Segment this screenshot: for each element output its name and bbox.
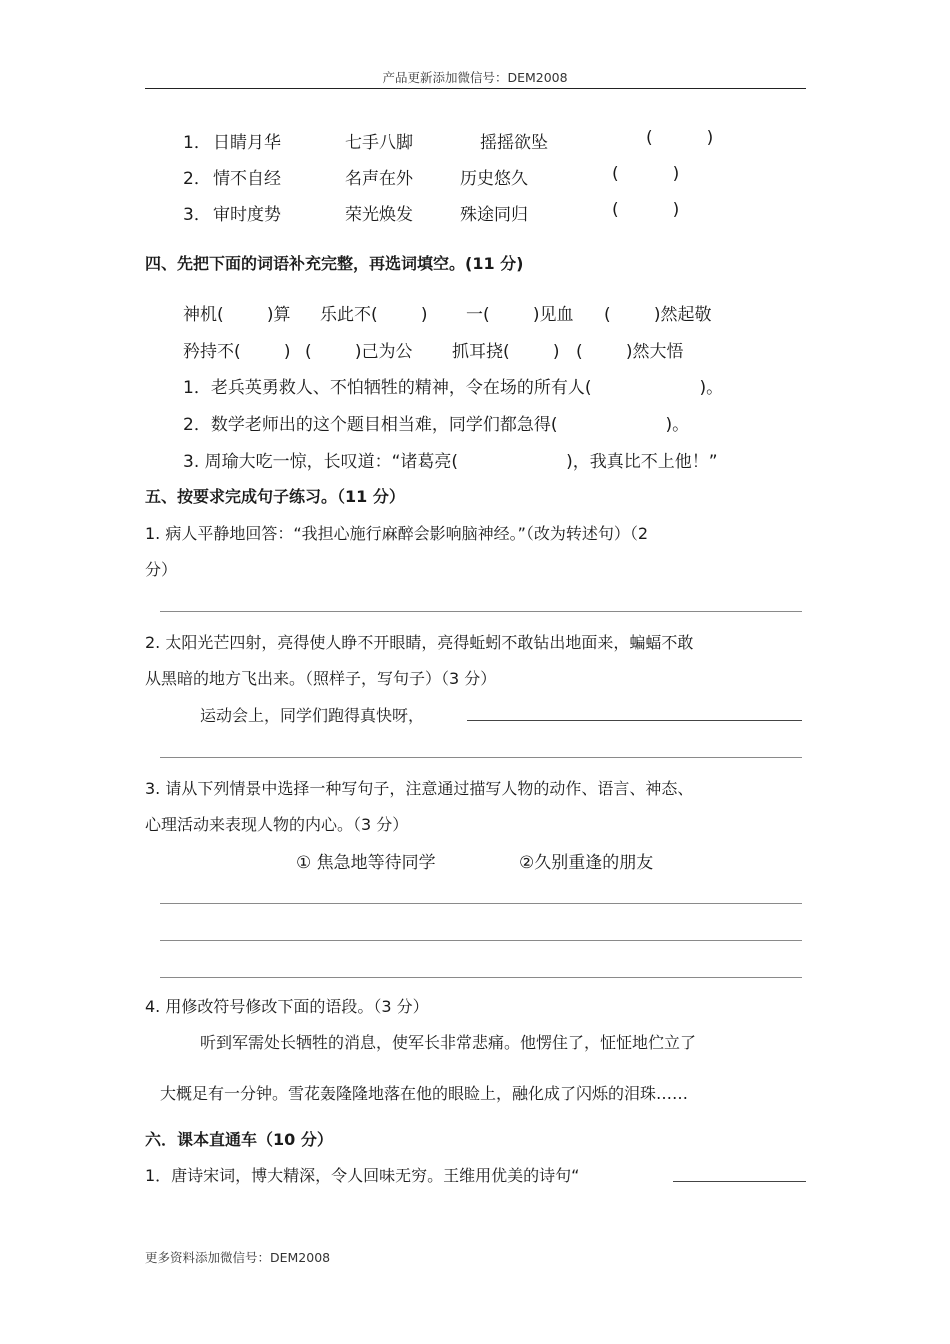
idiom-blank[interactable]: ( )己为公	[305, 342, 413, 362]
section4-title: 四、先把下面的词语补充完整，再选词填空。(11 分)	[145, 254, 524, 273]
answer-line[interactable]	[160, 940, 802, 941]
scenario-option: ②久别重逢的朋友	[519, 853, 654, 873]
question-text: 1．唐诗宋词，博大精深，令人回味无穷。王维用优美的诗句“	[145, 1166, 580, 1185]
answer-line[interactable]	[160, 903, 802, 904]
section5-title: 五、按要求完成句子练习。（11 分）	[145, 487, 405, 506]
answer-line[interactable]	[673, 1181, 806, 1182]
answer-blank[interactable]: ( )	[612, 200, 680, 220]
answer-blank[interactable]: ( )	[646, 128, 714, 148]
fill-sentence[interactable]: 3. 周瑜大吃一惊，长叹道：“诸葛亮( )，我真比不上他！”	[183, 452, 718, 472]
question-text: 3. 请从下列情景中选择一种写句子，注意通过描写人物的动作、语言、神态、	[145, 779, 694, 798]
idiom-blank[interactable]: ( )然起敬	[604, 305, 712, 325]
item-number: 2．	[183, 169, 211, 189]
header-divider	[145, 88, 806, 89]
word-option: 荣光焕发	[345, 205, 413, 225]
idiom-blank[interactable]: 一( )见血	[466, 305, 574, 325]
edit-paragraph: 大概足有一分钟。雪花轰隆隆地落在他的眼睑上，融化成了闪烁的泪珠……	[160, 1084, 689, 1103]
idiom-blank[interactable]: 抓耳挠( )	[452, 342, 560, 362]
word-option: 日睛月华	[213, 133, 281, 153]
item-number: 3．	[183, 205, 211, 225]
page-header: 产品更新添加微信号：DEM2008	[382, 70, 568, 85]
answer-line[interactable]	[160, 611, 802, 612]
idiom-blank[interactable]: ( )然大悟	[576, 342, 684, 362]
edit-paragraph: 听到军需处长牺牲的消息，使军长非常悲痛。他愣住了，怔怔地伫立了	[200, 1033, 697, 1052]
idiom-blank[interactable]: 神机( )算	[183, 305, 291, 325]
question-text: 从黑暗的地方飞出来。（照样子，写句子）（3 分）	[145, 669, 497, 688]
question-text: 1. 病人平静地回答：“我担心施行麻醉会影响脑神经。”（改为转述句）（2	[145, 524, 649, 543]
word-option: 名声在外	[345, 169, 413, 189]
word-option: 情不自经	[213, 169, 281, 189]
word-option: 历史悠久	[460, 169, 528, 189]
page-footer: 更多资料添加微信号：DEM2008	[145, 1250, 331, 1265]
word-option: 七手八脚	[345, 133, 413, 153]
answer-line[interactable]	[467, 720, 802, 721]
idiom-blank[interactable]: 乐此不( )	[320, 305, 428, 325]
scenario-option: ① 焦急地等待同学	[296, 853, 436, 873]
question-text: 心理活动来表现人物的内心。（3 分）	[145, 815, 409, 834]
word-option: 殊途同归	[460, 205, 528, 225]
answer-line[interactable]	[160, 757, 802, 758]
fill-sentence[interactable]: 1．老兵英勇救人、不怕牺牲的精神，令在场的所有人( )。	[183, 378, 724, 398]
section6-title: 六．课本直通车（10 分）	[145, 1130, 333, 1149]
question-text: 2. 太阳光芒四射，亮得使人睁不开眼睛，亮得蚯蚓不敢钻出地面来，蝙蝠不敢	[145, 633, 694, 652]
item-number: 1．	[183, 133, 211, 153]
word-option: 审时度势	[213, 205, 281, 225]
answer-line[interactable]	[160, 977, 802, 978]
fill-sentence[interactable]: 2．数学老师出的这个题目相当难，同学们都急得( )。	[183, 415, 690, 435]
answer-blank[interactable]: ( )	[612, 164, 680, 184]
idiom-blank[interactable]: 矜持不( )	[183, 342, 291, 362]
sentence-prompt: 运动会上，同学们跑得真快呀，	[200, 706, 425, 725]
question-text: 4. 用修改符号修改下面的语段。（3 分）	[145, 997, 429, 1016]
word-option: 摇摇欲坠	[480, 133, 548, 153]
question-text: 分）	[145, 560, 178, 579]
